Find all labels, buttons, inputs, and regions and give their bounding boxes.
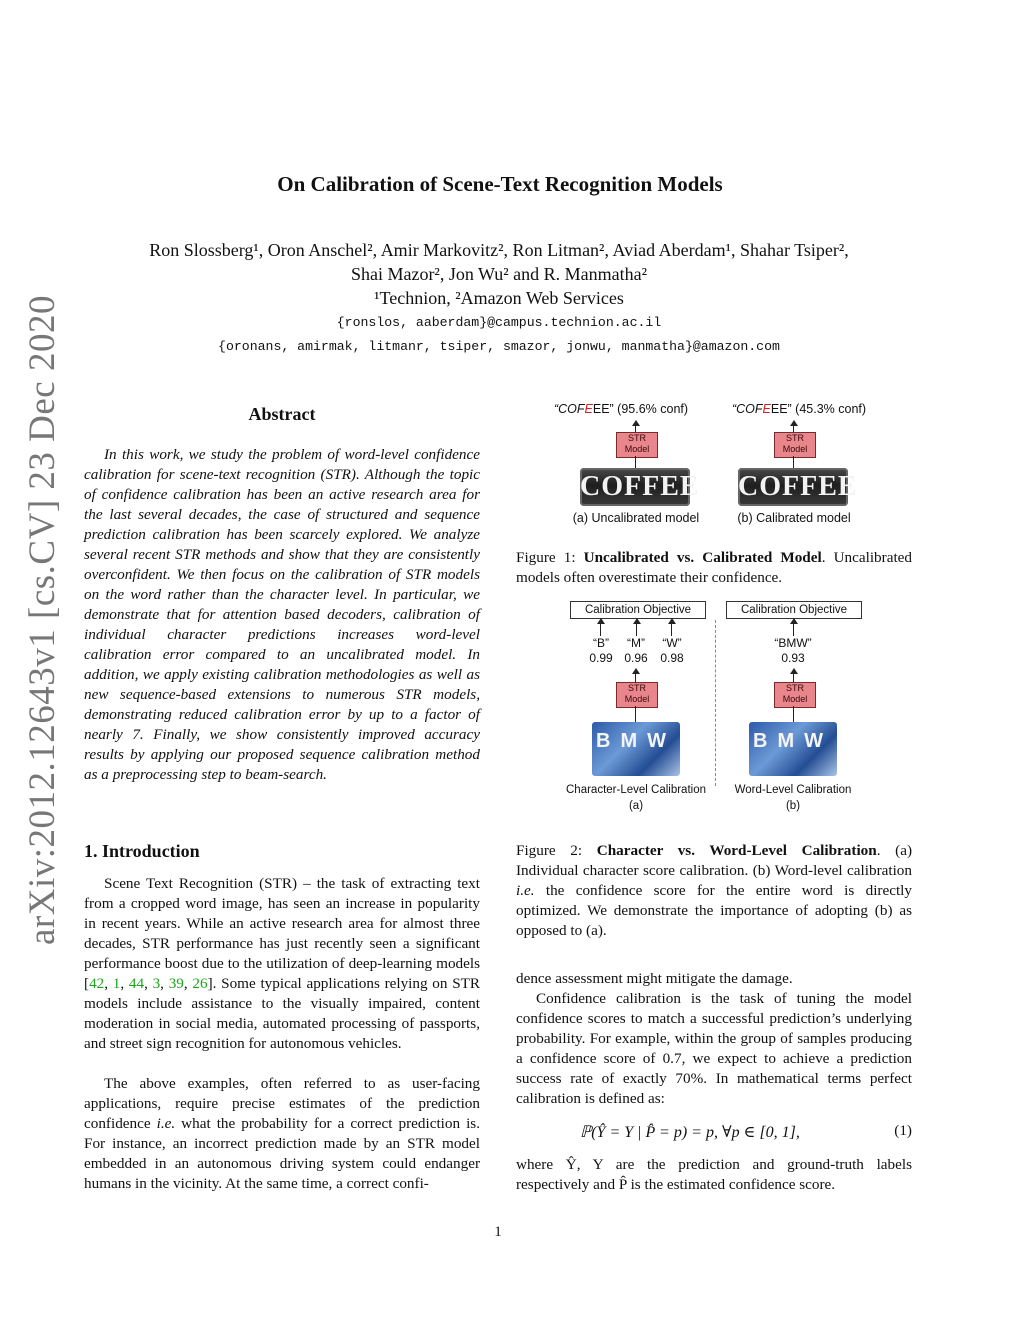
coffee-sign-image: COFFEE	[580, 468, 690, 506]
arrow-line	[671, 622, 672, 636]
email-technion: {ronslos, aaberdam}@campus.technion.ac.il	[336, 315, 662, 330]
intro-paragraph-2	[84, 1074, 480, 1194]
char-score: 0.98	[660, 651, 684, 665]
intro-p2-text-a: The above examples, often referred to as user-facing applications, require precise estimates of the prediction confidence	[84, 1075, 480, 1132]
citation-link[interactable]: 39	[168, 975, 184, 992]
intro-p2-text-b: what the probability for a correct prediction is. For instance, an incorrect prediction made by an STR model embedded in an autonomous driving system could endanger humans in the vicinity. At the same time, a correct confi-	[84, 1115, 480, 1192]
caption-title: Uncalibrated vs. Calibrated Model	[583, 549, 822, 566]
pred-error-char: E	[584, 402, 593, 416]
arrow-line	[636, 622, 637, 636]
citation-link[interactable]: 3	[152, 975, 161, 992]
arrow-line	[793, 672, 794, 682]
intro-p1-text-a: Scene Text Recognition (STR) – the task of extracting text from a cropped word image, has seen an increase in popularity in recent years. While an active research area for almost three decades, STR performance has just recently seen a significant performance boost due to the utilization of deep-learning models [	[84, 875, 480, 992]
affiliations: ¹Technion, ²Amazon Web Services	[374, 288, 624, 308]
authors-line-2: Shai Mazor², Jon Wu² and R. Manmatha²	[350, 264, 648, 284]
caption-prefix: Figure 2:	[516, 842, 597, 859]
equation-number: (1)	[894, 1122, 912, 1139]
calibration-paragraph: Confidence calibration is the task of tuning the model confidence scores to match a successful prediction’s underlying probability. For example, within the group of samples producing a confidence score of 0.7, we expect to achieve a prediction success rate of exactly 70%. In mathematical terms perfect calibration is defined as:	[516, 990, 912, 1107]
bmw-letters: BMW	[753, 730, 833, 752]
figure-2-caption	[516, 841, 912, 941]
caption-ie: i.e.	[516, 882, 535, 899]
authors-line-1: Ron Slossberg¹, Oron Anschel², Amir Markovitz², Ron Litman², Aviad Aberdam¹, Shahar Tsiper²,	[149, 240, 849, 260]
equation-1: ℙ(Ŷ = Y | P̂ = p) = p, ∀p ∈ [0, 1],	[580, 1124, 800, 1141]
arrow-up-icon	[633, 618, 641, 624]
where-paragraph: where Ŷ, Y are the prediction and ground-truth labels respectively and P̂ is the estimated confidence score.	[516, 1156, 912, 1193]
citation-link[interactable]: 1	[112, 975, 121, 992]
caption-text: the confidence score for the entire word is directly optimized. We demonstrate the importance of adopting (b) as opposed to (a).	[516, 882, 912, 939]
arrow-up-icon	[632, 420, 640, 426]
arrow-line	[635, 672, 636, 682]
arrow-line	[793, 424, 794, 432]
str-model-box: STR Model	[774, 432, 816, 458]
bmw-logo-image	[592, 722, 680, 776]
arrow-line	[793, 456, 794, 468]
char-score: 0.96	[624, 651, 648, 665]
arrow-up-icon	[790, 420, 798, 426]
abstract-text: In this work, we study the problem of word-level confidence calibration for scene-text recognition (STR). Although the topic of confidence calibration has been an active research area for the last several decades, the case of structured and sequence prediction calibration has been scarcely explored. We analyze several recent STR methods and show that they are consistently overconfident. We then focus on the calibration of STR models on the word rather than the character level. In particular, we demonstrate that for attention based decoders, calibration of individual character predictions increases word-level calibration error compared to an uncalibrated model. In addition, we apply existing calibration methodologies as well as new sequence-based extensions to numerous STR models, demonstrating reduced calibration error by up to a factor of nearly 7. Finally, we show consistently improved accuracy results by applying our proposed sequence calibration method as a preprocessing step to beam-search.	[84, 446, 480, 783]
arrow-line	[635, 424, 636, 432]
char-score: 0.99	[589, 651, 613, 665]
caption-text: . Uncalibrated models often overestimate their confidence.	[516, 549, 912, 586]
caption-prefix: Figure 1:	[516, 549, 584, 566]
paper-title: On Calibration of Scene-Text Recognition Models	[277, 172, 723, 196]
bmw-logo-image	[749, 722, 837, 776]
calibration-objective-box: Calibration Objective	[570, 601, 706, 619]
word-prediction: “BMW”	[774, 636, 812, 650]
figure-divider	[715, 620, 716, 786]
char-prediction: “M”	[627, 636, 645, 650]
citation-link[interactable]: 44	[128, 975, 145, 992]
arrow-up-icon	[597, 618, 605, 624]
citation-link[interactable]: 26	[192, 975, 208, 992]
arrow-up-icon	[790, 618, 798, 624]
pred-conf: EE” (95.6% conf)	[592, 402, 689, 416]
pred-text: “COF	[553, 402, 585, 416]
figure-1-caption	[516, 548, 912, 588]
fig2-left-label: Character-Level Calibration	[566, 784, 706, 796]
arrow-up-icon	[790, 668, 798, 674]
arrow-line	[635, 706, 636, 722]
fig1-left-label: (a) Uncalibrated model	[572, 511, 700, 525]
intro-p1-text-b: ]. Some typical applications relying on STR models include assistance to the visually impaired, content moderation in social media, automated processing of passports, and street sign recognition for autonomous vehicles.	[84, 975, 481, 1052]
citation-link[interactable]: 42	[89, 975, 105, 992]
fig2-right-sub: (b)	[785, 800, 801, 812]
introduction-heading: 1. Introduction	[84, 841, 200, 861]
arrow-line	[793, 706, 794, 722]
arrow-line	[600, 622, 601, 636]
page-number: 1	[494, 1224, 502, 1240]
fig1-right-prediction	[714, 402, 884, 416]
coffee-sign-image: COFFEE	[738, 468, 848, 506]
arrow-up-icon	[632, 668, 640, 674]
bmw-letters: BMW	[596, 730, 676, 752]
right-col-continuation: dence assessment might mitigate the damage.	[516, 970, 793, 987]
calibration-objective-box: Calibration Objective	[726, 601, 862, 619]
char-prediction: “B”	[593, 636, 609, 650]
email-amazon: {oronans, amirmak, litmanr, tsiper, smazor, jonwu, manmatha}@amazon.com	[218, 339, 780, 354]
fig1-right-label: (b) Calibrated model	[737, 511, 851, 525]
arrow-line	[793, 622, 794, 636]
pred-text: “COF	[731, 402, 763, 416]
fig1-left-prediction	[536, 402, 706, 416]
str-model-box: STR Model	[774, 682, 816, 708]
pred-error-char: E	[762, 402, 771, 416]
str-model-box: STR Model	[616, 682, 658, 708]
str-model-box: STR Model	[616, 432, 658, 458]
pred-conf: EE” (45.3% conf)	[770, 402, 867, 416]
arrow-up-icon	[668, 618, 676, 624]
fig2-left-sub: (a)	[628, 800, 644, 812]
figure-1	[516, 396, 912, 532]
abstract-heading: Abstract	[248, 404, 316, 424]
fig2-right-label: Word-Level Calibration	[734, 784, 852, 796]
arrow-line	[635, 456, 636, 468]
caption-title: Character vs. Word-Level Calibration	[596, 842, 877, 859]
char-prediction: “W”	[662, 636, 682, 650]
figure-2	[516, 598, 912, 818]
arxiv-identifier: arXiv:2012.12643v1 [cs.CV] 23 Dec 2020	[22, 295, 63, 945]
intro-p2-ie: i.e.	[156, 1115, 176, 1132]
caption-text: . (a) Individual character score calibration. (b) Word-level calibration	[516, 842, 913, 879]
intro-paragraph-1: Scene Text Recognition (STR) – the task of extracting text from a cropped word image, has seen an increase in popularity in recent years. While an active research area for almost three decades, STR performance has just recently seen a significant performance boost due to the utilization of deep-learning models [42, 1, 44, 3, 39, 26]. Some typical applications relying on STR models include assistance to the visually impaired, content moderation in social media, automated processing of passports, and street sign recognition for autonomous vehicles.	[84, 875, 481, 1052]
word-score: 0.93	[781, 651, 805, 665]
